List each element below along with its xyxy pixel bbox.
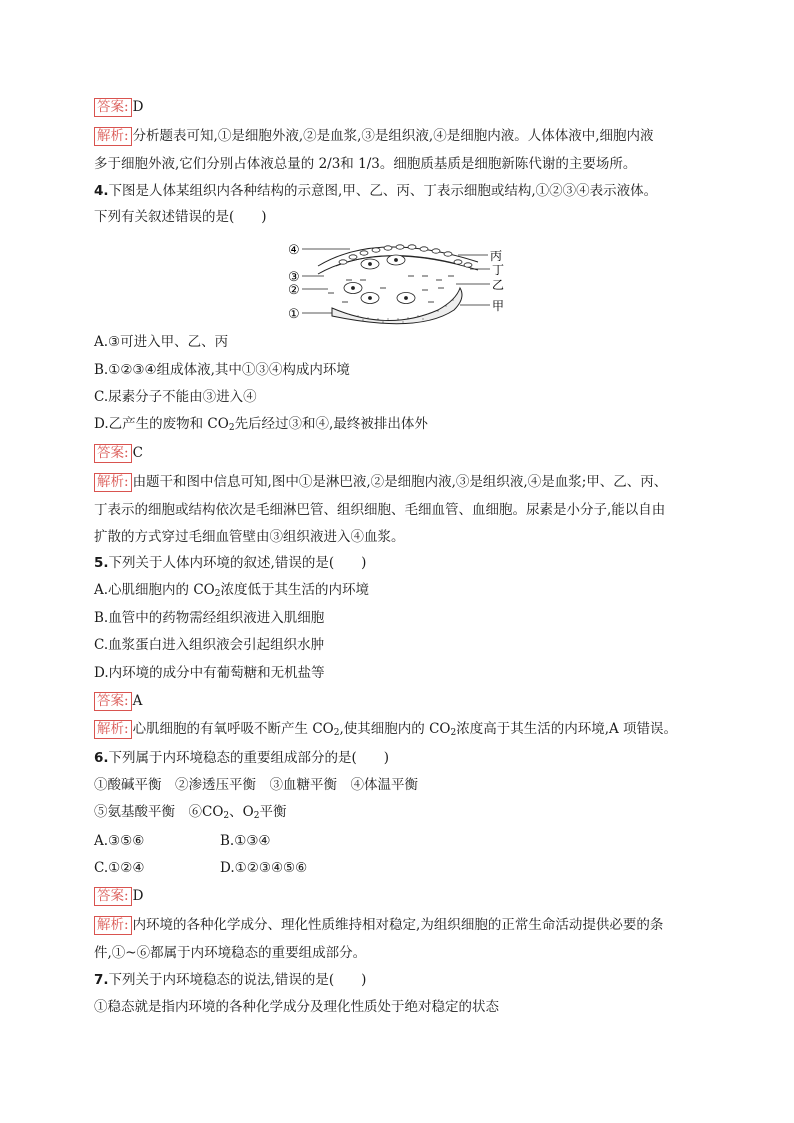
tissue-diagram-svg <box>288 236 518 332</box>
q5-analysis-line <box>94 719 677 743</box>
tissue-structure-diagram <box>288 236 518 336</box>
q3-answer: D <box>132 99 144 115</box>
q5-option-d: D.内环境的成分中有葡萄糖和无机盐等 <box>94 665 325 681</box>
label-bing: 丙 <box>490 249 503 263</box>
q4-option-d-sub: 2 <box>228 423 235 433</box>
q6-option-a: A.③⑤⑥ <box>94 833 145 849</box>
q4-answer: C <box>132 445 143 461</box>
q4-answer-line <box>94 443 143 463</box>
q7-number: 7. <box>94 972 109 988</box>
q5-stem-line <box>94 553 366 573</box>
q5-option-c: C.血浆蛋白进入组织液会引起组织水肿 <box>94 637 325 653</box>
q5-option-a-text-1: A.心肌细胞内的 CO <box>94 582 215 598</box>
q6-option-d: D.①②③④⑤⑥ <box>220 860 308 876</box>
q6-items-text-2: 、O <box>229 804 254 820</box>
q6-items-sub-1: 2 <box>223 811 230 821</box>
label-ding: 丁 <box>492 263 505 277</box>
label-yi: 乙 <box>492 278 505 292</box>
analysis-tag: 解析: <box>94 720 132 739</box>
q3-answer-line <box>94 97 143 117</box>
q3-analysis-line-1 <box>94 126 654 146</box>
q6-stem-line <box>94 748 389 768</box>
q6-option-b: B.①③④ <box>220 833 271 849</box>
q4-stem-line-1 <box>94 181 657 201</box>
q5-option-b: B.血管中的药物需经组织液进入肌细胞 <box>94 610 325 626</box>
q4-option-b: B.①②③④组成体液,其中①③④构成内环境 <box>94 362 350 378</box>
q6-number: 6. <box>94 750 109 766</box>
q5-option-a-text-2: 浓度低于其生活的内环境 <box>220 582 369 598</box>
q5-analysis-sub-2: 2 <box>450 728 457 738</box>
answer-tag: 答案: <box>94 98 132 117</box>
q5-analysis-text-2: ,使其细胞内的 CO <box>339 721 451 737</box>
q7-stem-line <box>94 970 366 990</box>
q6-stem-text: 下列属于内环境稳态的重要组成部分的是( ) <box>108 750 390 766</box>
q5-analysis-sub-1: 2 <box>333 728 340 738</box>
q6-items-text-1: ⑤氨基酸平衡 ⑥CO <box>94 804 224 820</box>
q6-answer: D <box>132 888 144 904</box>
analysis-tag: 解析: <box>94 473 132 492</box>
analysis-tag: 解析: <box>94 127 132 146</box>
q5-stem-text: 下列关于人体内环境的叙述,错误的是( ) <box>108 555 367 571</box>
q6-items-sub-2: 2 <box>253 811 260 821</box>
answer-tag: 答案: <box>94 887 132 906</box>
q3-analysis-line-2: 多于细胞外液,它们分别占体液总量的 2/3和 1/3。细胞质基质是细胞新陈代谢的主要场所。 <box>94 156 637 172</box>
q3-analysis-text-1: 分析题表可知,①是细胞外液,②是血浆,③是组织液,④是细胞内液。人体体液中,细胞内液 <box>132 128 654 144</box>
tissue-cells <box>344 255 415 304</box>
q4-option-d-text-1: D.乙产生的废物和 CO <box>94 416 229 432</box>
answer-tag: 答案: <box>94 692 132 711</box>
q5-number: 5. <box>94 555 109 571</box>
analysis-tag: 解析: <box>94 916 132 935</box>
q5-analysis-text-1: 心肌细胞的有氧呼吸不断产生 CO <box>132 721 334 737</box>
q6-items-text-3: 平衡 <box>259 804 287 820</box>
q4-option-a: A.③可进入甲、乙、丙 <box>94 334 229 350</box>
q4-option-d-text-2: 先后经过③和④,最终被排出体外 <box>234 416 428 432</box>
q7-stem-text: 下列关于内环境稳态的说法,错误的是( ) <box>108 972 367 988</box>
q6-analysis-text-1: 内环境的各种化学成分、理化性质维持相对稳定,为组织细胞的正常生命活动提供必要的条 <box>132 917 664 933</box>
q5-option-a-sub: 2 <box>214 589 221 599</box>
q5-option-a <box>94 580 369 604</box>
label-3: ③ <box>288 270 300 285</box>
q4-stem-text-1: 下图是人体某组织内各种结构的示意图,甲、乙、丙、丁表示细胞或结构,①②③④表示液体。 <box>108 183 658 199</box>
q5-answer-line <box>94 691 142 711</box>
q4-analysis-line-3: 扩散的方式穿过毛细血管壁由③组织液进入④血浆。 <box>94 529 405 545</box>
q4-option-d <box>94 414 428 438</box>
q5-answer: A <box>132 693 143 709</box>
q4-analysis-line-2: 丁表示的细胞或结构依次是毛细淋巴管、组织细胞、毛细血管、血细胞。尿素是小分子,能以自由 <box>94 502 666 518</box>
q4-stem-line-2: 下列有关叙述错误的是( ) <box>94 209 267 225</box>
q6-items-line-2 <box>94 802 286 826</box>
q4-number: 4. <box>94 183 109 199</box>
q6-items-line-1: ①酸碱平衡 ②渗透压平衡 ③血糖平衡 ④体温平衡 <box>94 777 418 793</box>
label-1: ① <box>288 307 300 322</box>
q6-option-c: C.①②④ <box>94 860 145 876</box>
q6-answer-line <box>94 886 143 906</box>
answer-tag: 答案: <box>94 444 132 463</box>
label-jia: 甲 <box>492 299 505 313</box>
label-4: ④ <box>288 243 300 258</box>
q6-analysis-line-1 <box>94 915 663 935</box>
q5-analysis-text-3: 浓度高于其生活的内环境,A 项错误。 <box>456 721 678 737</box>
q4-option-c: C.尿素分子不能由③进入④ <box>94 389 257 405</box>
q6-analysis-line-2: 件,①~⑥都属于内环境稳态的重要组成部分。 <box>94 945 367 961</box>
q4-analysis-text-1: 由题干和图中信息可知,图中①是淋巴液,②是细胞内液,③是组织液,④是血浆;甲、乙、丙、 <box>132 474 668 490</box>
q4-analysis-line-1 <box>94 472 667 492</box>
label-2: ② <box>288 283 300 298</box>
q7-item-1: ①稳态就是指内环境的各种化学成分及理化性质处于绝对稳定的状态 <box>94 999 499 1015</box>
